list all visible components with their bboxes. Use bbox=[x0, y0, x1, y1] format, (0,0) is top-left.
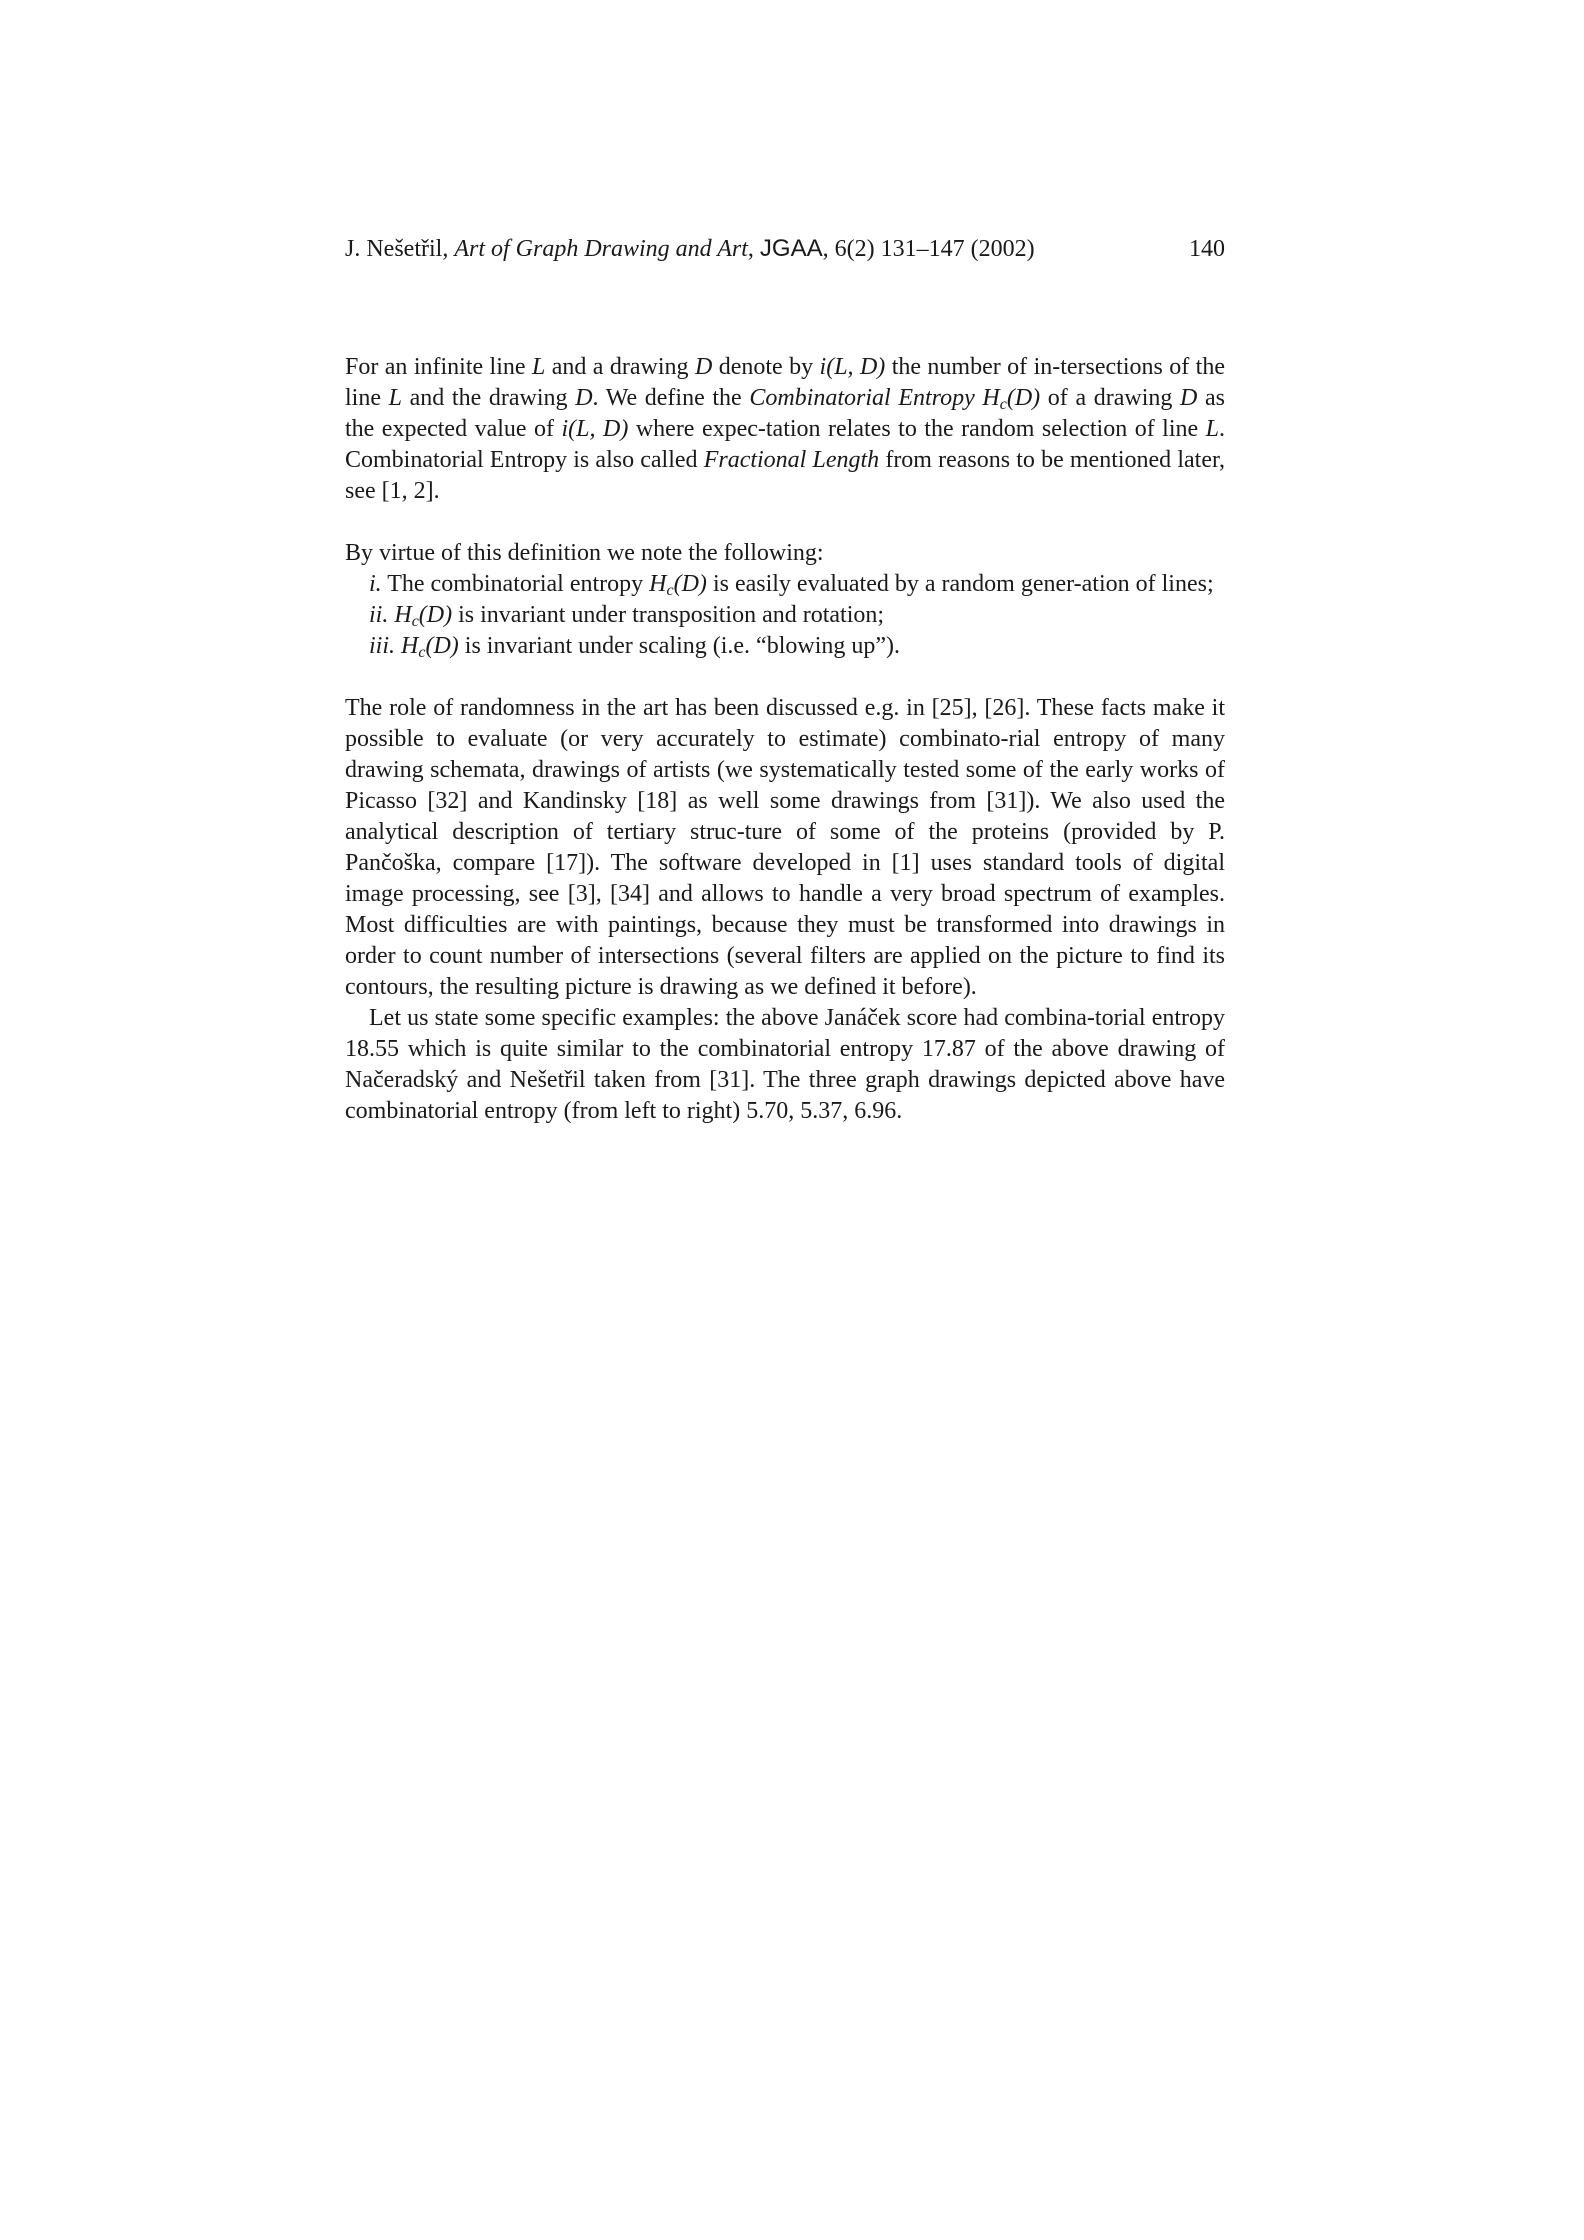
property-item-1: i. The combinatorial entropy $H_c(D)$ is easily evaluated by a random gener-ation of lines; bbox=[369, 571, 1214, 599]
header-citation: , 6(2) 131–147 (2002) bbox=[822, 236, 1035, 262]
page-number: 140 bbox=[1189, 236, 1225, 262]
paragraph-examples: Let us state some specific examples: the above Janáček score had combina-torial entropy 18.55 which is quite similar to the combinatorial entropy 17.87 of the above drawing of Načeradský and Nešetřil taken from [31]. The three graph drawings depicted above have combinatorial entropy (from left to right) 5.70, 5.37, 6.96. bbox=[345, 1005, 1225, 1124]
term-combinatorial-entropy: Combinatorial Entropy bbox=[749, 385, 975, 411]
paragraph-properties-intro: By virtue of this definition we note the following: bbox=[345, 540, 824, 566]
header-title: Art of Graph Drawing and Art bbox=[454, 236, 748, 262]
property-item-3: iii. $H_c(D)$ is invariant under scaling (i.e. “blowing up”). bbox=[369, 633, 901, 661]
body-text bbox=[345, 352, 1225, 1127]
header-journal: JGAA bbox=[759, 235, 823, 262]
term-fractional-length: Fractional Length bbox=[703, 447, 880, 473]
running-header: J. Nešetřil, Art of Graph Drawing and Art, JGAA, 6(2) 131–147 (2002) 140 bbox=[345, 235, 1225, 262]
property-item-2: ii. $H_c(D)$ is invariant under transposition and rotation; bbox=[369, 602, 885, 630]
paragraph-randomness: The role of randomness in the art has been discussed e.g. in [25], [26]. These facts make it possible to evaluate (or very accurately to estimate) combinato-rial entropy of many drawing schemata, drawings of artists (we systematically tested some of the early works of Picasso [32] and Kandinsky [18] as well some drawings from [31]). We also used the analytical description of tertiary struc-ture of some of the proteins (provided by P. Pančoška, compare [17]). The software developed in [1] uses standard tools of digital image processing, see [3], [34] and allows to handle a very broad spectrum of examples. Most difficulties are with paintings, because they must be transformed into drawings in order to count number of intersections (several filters are applied on the picture to find its contours, the resulting picture is drawing as we defined it before). bbox=[345, 695, 1225, 1000]
header-author: J. Nešetřil, bbox=[345, 236, 449, 262]
paragraph-definition: For an infinite line L and a drawing D denote by i(L, D) the number of in-tersections of the line L and the drawing D. We define the Combinatorial Entropy $H_c(D)$ of a drawing D as the expected value of i(L, D) where expec-tation relates to the random selection of line L. Combinatorial Entropy is also called Fractional Length from reasons to be mentioned later, see [1, 2]. bbox=[345, 354, 1226, 504]
